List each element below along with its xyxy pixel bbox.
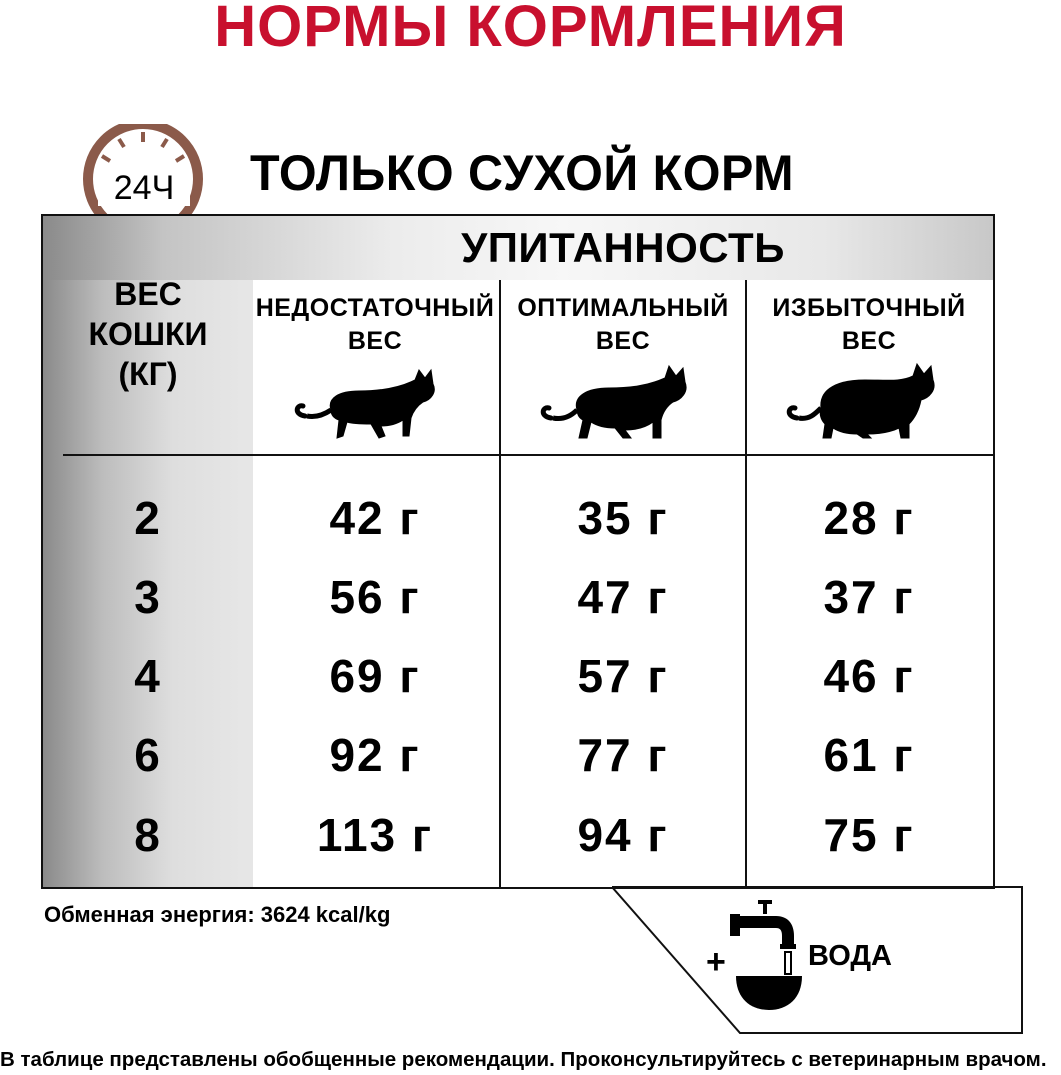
weight-value: 3 (134, 571, 162, 623)
table-cell: 69 г (329, 650, 421, 702)
table-cell: 57 г (577, 650, 669, 702)
column-header-optimal (501, 292, 745, 358)
table-cell: 94 г (577, 809, 669, 861)
water-label: ВОДА (808, 940, 892, 972)
column-header-line: ИЗБЫТОЧНЫЙ (772, 294, 966, 322)
table-cell: 56 г (329, 571, 421, 623)
header-divider (63, 454, 993, 456)
section-title: ТОЛЬКО СУХОЙ КОРМ (250, 145, 795, 201)
table-cell: 47 г (577, 571, 669, 623)
plus-sign: + (706, 943, 726, 981)
table-cell: 92 г (329, 729, 421, 781)
feeding-table (41, 214, 995, 889)
weight-header-line: ВЕС (114, 276, 182, 312)
weight-column-header (53, 274, 243, 394)
table-cell: 35 г (577, 492, 669, 544)
page-title: НОРМЫ КОРМЛЕНИЯ (214, 0, 847, 59)
clock-24h-icon (78, 124, 208, 216)
column-header-underweight (253, 292, 497, 358)
table-cell: 77 г (577, 729, 669, 781)
column-header-line: ВЕС (595, 327, 651, 355)
table-cell: 113 г (316, 809, 434, 861)
weight-value: 4 (134, 650, 162, 702)
weight-value: 8 (134, 809, 162, 861)
weight-header-line: КОШКИ (88, 316, 208, 352)
table-cell: 61 г (823, 729, 915, 781)
energy-note: Обменная энергия: 3624 kcal/kg (44, 902, 391, 927)
table-cell: 42 г (329, 492, 421, 544)
thin-cat-icon (253, 358, 497, 440)
weight-value: 6 (134, 729, 162, 781)
faucet-bowl-icon (728, 894, 804, 1014)
table-cell: 37 г (823, 571, 915, 623)
weight-header-line: (КГ) (118, 356, 178, 392)
column-header-line: ВЕС (347, 327, 403, 355)
normal-cat-icon (501, 358, 745, 440)
weight-value: 2 (134, 492, 162, 544)
table-cell: 28 г (823, 492, 915, 544)
column-header-overweight (747, 292, 991, 358)
table-group-header: УПИТАННОСТЬ (461, 224, 785, 271)
footnote: В таблице представлены обобщенные рекомендации. Проконсультируйтесь с ветеринарным врачом. (0, 1048, 1047, 1071)
column-header-line: ОПТИМАЛЬНЫЙ (517, 294, 729, 322)
table-cell: 75 г (823, 809, 915, 861)
column-header-line: НЕДОСТАТОЧНЫЙ (255, 294, 495, 322)
table-cell: 46 г (823, 650, 915, 702)
fat-cat-icon (747, 358, 991, 440)
column-header-line: ВЕС (841, 327, 897, 355)
clock-label: 24Ч (113, 169, 175, 207)
